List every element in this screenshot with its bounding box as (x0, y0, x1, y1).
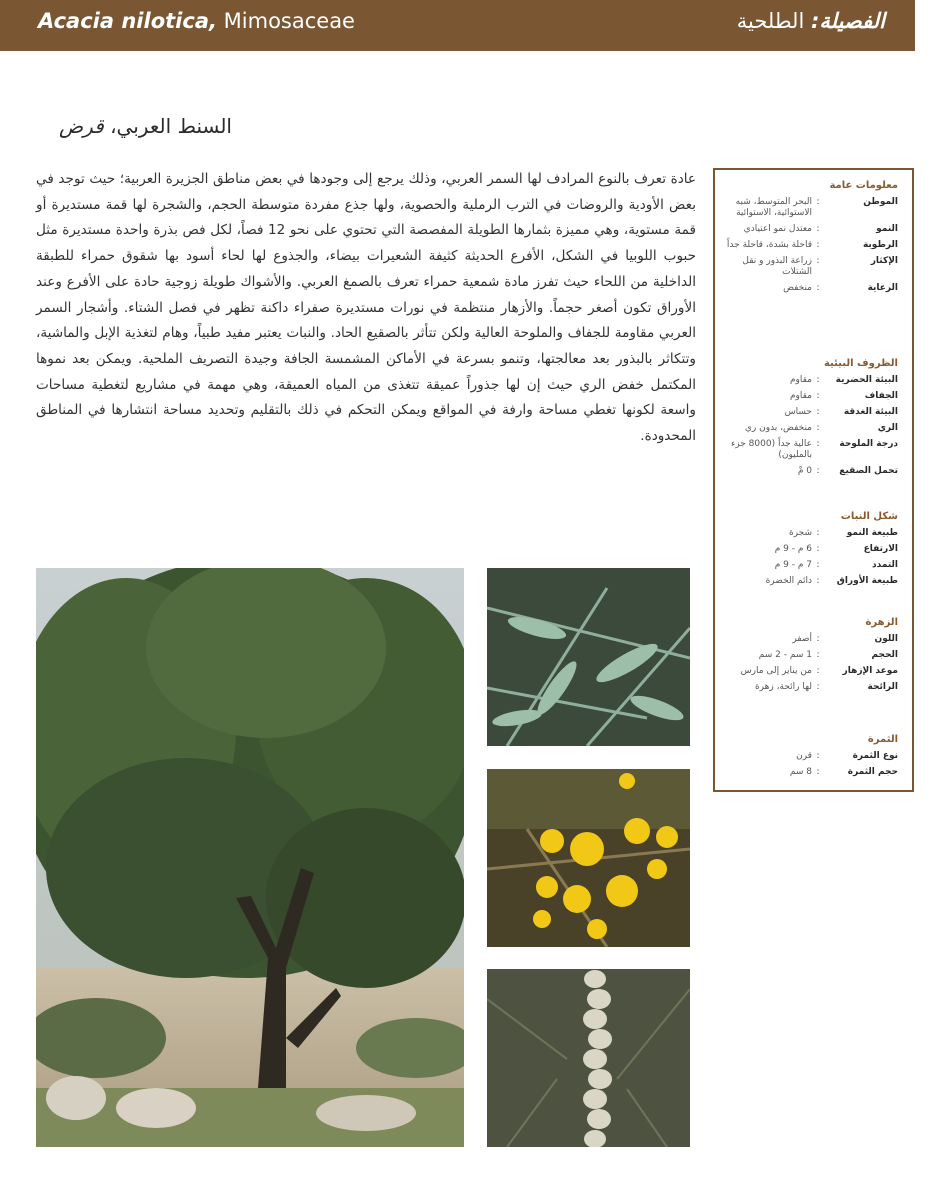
pods-photo (487, 969, 690, 1147)
info-separator: : (816, 423, 820, 433)
info-rows (723, 197, 898, 294)
info-value: منخفض (783, 283, 812, 293)
info-row (723, 576, 898, 587)
info-separator: : (816, 666, 820, 676)
info-separator: : (816, 375, 820, 385)
tree-photo (36, 568, 464, 1147)
info-row (723, 197, 898, 219)
info-separator: : (816, 576, 820, 586)
info-row (723, 391, 898, 402)
info-rows (723, 528, 898, 587)
info-label: الرائحة (867, 682, 898, 692)
info-row (723, 666, 898, 677)
info-row (723, 634, 898, 645)
info-separator: : (816, 544, 820, 554)
info-value: من يناير إلى مارس (740, 666, 812, 676)
alternate-name: قرض (58, 114, 104, 138)
info-label: نوع الثمرة (852, 751, 898, 761)
info-value: زراعة البذور و نقل الشتلات (742, 256, 812, 277)
info-separator: : (816, 751, 820, 761)
info-row (723, 439, 898, 461)
info-value: البحر المتوسط، شبه الاستوائية، الاستوائية (735, 197, 812, 218)
info-label: الحجم (871, 650, 898, 660)
info-separator: : (816, 256, 820, 266)
section-heading: معلومات عامة (829, 180, 898, 191)
info-label: طبيعة النمو (846, 528, 898, 538)
info-value: أصفر (792, 634, 812, 644)
info-label: اللون (874, 634, 898, 644)
info-separator: : (816, 283, 820, 293)
info-value: 0 مْ (797, 466, 812, 476)
info-row (723, 224, 898, 235)
info-row (723, 283, 898, 294)
info-separator: : (816, 650, 820, 660)
header-bar (0, 0, 915, 51)
info-label: الرطوبة (862, 240, 898, 250)
info-label: تحمل الصقيع (839, 466, 898, 476)
section-heading: الثمرة (867, 734, 898, 745)
info-row (723, 256, 898, 278)
info-value: قرن (796, 751, 812, 761)
info-label: الموطن (863, 197, 898, 207)
info-label: التمدد (872, 560, 898, 570)
family-label: الفصيلة: (810, 9, 885, 33)
info-value: منخفض، بدون ري (744, 423, 812, 433)
info-label: الجفاف (864, 391, 898, 401)
info-value: مقاوم (789, 391, 812, 401)
info-row (723, 560, 898, 571)
section-heading: الظروف البيئية (823, 358, 898, 369)
info-label: النمو (876, 224, 898, 234)
info-separator: : (816, 224, 820, 234)
info-label: الرعاية (867, 283, 898, 293)
info-separator: : (816, 240, 820, 250)
info-row (723, 682, 898, 693)
species-name: Acacia nilotica, (38, 9, 217, 33)
info-panel (713, 168, 914, 792)
info-separator: : (816, 439, 820, 449)
info-row (723, 375, 898, 386)
info-row (723, 650, 898, 661)
info-label: حجم الثمرة (847, 767, 898, 777)
info-label: الري (877, 423, 898, 433)
info-separator: : (816, 197, 820, 207)
info-rows (723, 375, 898, 477)
page-title (59, 114, 232, 138)
info-label: البيئة الغدقة (843, 407, 898, 417)
info-row (723, 751, 898, 762)
info-label: البيئة الحضرية (835, 375, 898, 385)
info-row (723, 240, 898, 251)
info-value: 6 م - 9 م (774, 544, 812, 554)
description-paragraph: عادة تعرف بالنوع المرادف لها السمر العربي، وذلك يرجع إلى وجودها في بعض مناطق الجزيرة العربية؛ حيث توجد في بعض الأودية والروضات في الترب الرملية والحصوية، ولها جذع مفردة متوسطة الحجم، والشجرة لها قمة مستديرة أو قمة مستوية، وهي مميزة بثمارها الطويلة المفصصة التي تحتوي على نحو 12 فصاً، لكل فص بذرة واحدة مستديرة مثل حبوب اللوبيا في الشكل، الأفرع الحديثة كثيفة الشعيرات بيضاء، والجذوع لها لحاء أسود بها شقوق حمراء للطبقة الداخلية من اللحاء حيث تفرز مادة شمعية حمراء تعرف بالصمغ العربي. والأشواك طويلة زوجية حادة على الأفرع وعند الأوراق تكون أصغر حجماً. والأزهار منتظمة في نورات مستديرة صفراء داكنة تظهر في فصل الشتاء. وأشجار السمر العربي مقاومة للجفاف والملوحة العالية ولكن تتأثر بالصقيع الحاد. والنبات يعتبر مفيد طبياً، وهام لتغذية الإبل والماشية، وتتكاثر بالبذور بعد معالجتها، وتنمو بسرعة في الأماكن المشمسة الجافة وجيدة التصريف الملحية. ويمكن بعد نموها المكتمل خفض الري حيث إن لها جذوراً عميقة تتغذى من المياه العميقة، وهي مهمة في مشاريع لتغطية مساحات واسعة لكونها تغطي مساحة وارفة في المواقع ويمكن التحكم في ذلك بالتقليم وتحديد مساحة انتشارها في المناطق المحدودة. (36, 171, 696, 445)
info-value: 1 سم - 2 سم (758, 650, 812, 660)
section-environment (723, 358, 898, 482)
info-row (723, 767, 898, 778)
info-separator: : (816, 391, 820, 401)
info-value: لها رائحة، زهرة (754, 682, 812, 692)
family-latin: Mimosaceae (223, 9, 355, 33)
section-heading: شكل النبات (840, 511, 898, 522)
info-value: حساس (784, 407, 812, 417)
info-row (723, 544, 898, 555)
common-name: السنط العربي، (110, 114, 232, 138)
info-value: دائم الخضرة (765, 576, 812, 586)
section-general (723, 180, 898, 299)
info-separator: : (816, 767, 820, 777)
family-arabic (737, 9, 885, 33)
family-value: الطلحية (736, 9, 805, 33)
info-separator: : (816, 634, 820, 644)
info-value: معتدل نمو اعتيادي (743, 224, 812, 234)
flowers-photo (487, 769, 690, 947)
info-separator: : (816, 466, 820, 476)
info-value: مقاوم (789, 375, 812, 385)
info-value: 7 م - 9 م (774, 560, 812, 570)
info-separator: : (816, 560, 820, 570)
scientific-name (38, 9, 355, 33)
info-label: الإكثار (870, 256, 898, 266)
section-heading: الزهرة (865, 617, 898, 628)
info-value: شجرة (788, 528, 812, 538)
info-row (723, 407, 898, 418)
info-row (723, 423, 898, 434)
info-rows (723, 751, 898, 778)
info-value: 8 سم (789, 767, 812, 777)
info-value: قاحلة بشدة، قاحلة جداً (726, 240, 812, 250)
info-label: الارتفاع (863, 544, 898, 554)
info-separator: : (816, 407, 820, 417)
section-flower (723, 617, 898, 698)
info-row (723, 528, 898, 539)
leaves-photo (487, 568, 690, 746)
info-value: عالية جداً (8000 جزء بالمليون) (731, 439, 812, 460)
info-row (723, 466, 898, 477)
section-shape (723, 511, 898, 592)
info-separator: : (816, 528, 820, 538)
info-label: طبيعة الأوراق (836, 576, 898, 586)
info-rows (723, 634, 898, 693)
info-separator: : (816, 682, 820, 692)
info-label: موعد الإزهار (842, 666, 898, 676)
info-label: درجة الملوحة (839, 439, 898, 449)
section-fruit (723, 734, 898, 783)
